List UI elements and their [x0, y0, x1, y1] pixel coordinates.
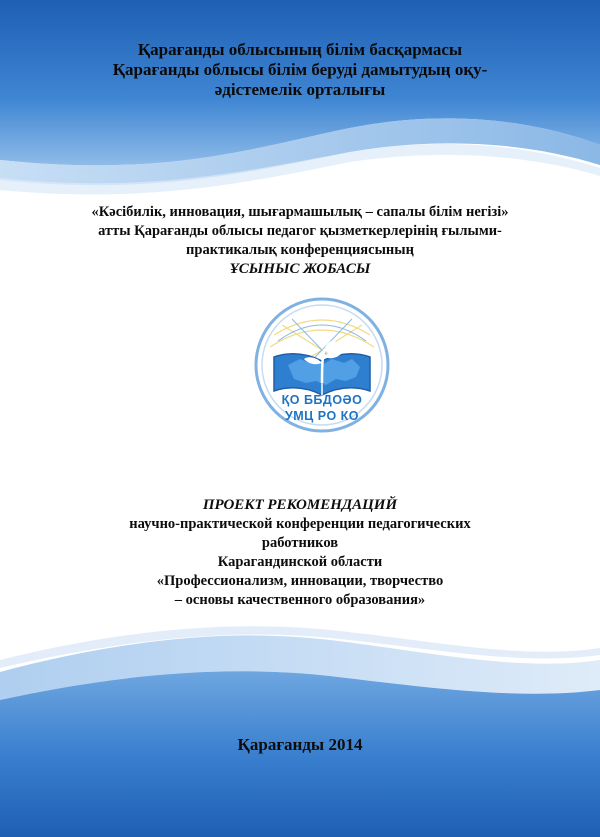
kz-line-2: атты Қарағанды облысы педагог қызметкерлерінің ғылыми-: [98, 223, 502, 239]
organization-logo: [252, 295, 392, 441]
kz-line-3: практикалық конференциясының: [186, 242, 414, 258]
russian-title-block: [0, 496, 600, 610]
header-line-1: Қарағанды облысының білім басқармасы: [137, 40, 463, 59]
kz-line-1: «Кәсібилік, инновация, шығармашылық – сапалы білім негізі»: [91, 204, 509, 220]
kazakh-title-block: [0, 203, 600, 279]
organization-header: [0, 40, 600, 100]
logo-text-line-1: ҚО ББДОӘО: [281, 393, 363, 407]
ru-line-2: работников: [261, 535, 339, 551]
ru-line-3: Карагандинской области: [217, 554, 383, 570]
logo-text-line-2: УМЦ РО КО: [284, 409, 359, 423]
ru-line-4: «Профессионализм, инновации, творчество: [156, 573, 444, 589]
city-year: Қарағанды 2014: [237, 735, 363, 754]
header-line-2: Қарағанды облысы білім беруді дамытудың оқу-: [112, 60, 488, 79]
ru-emphasis-title: ПРОЕКТ РЕКОМЕНДАЦИЙ: [202, 497, 398, 513]
header-line-3: әдістемелік орталығы: [214, 80, 386, 99]
ru-line-5: – основы качественного образования»: [174, 592, 426, 608]
kz-emphasis-title: ҰСЫНЫС ЖОБАСЫ: [229, 261, 371, 277]
ru-line-1: научно-практической конференции педагогических: [129, 516, 471, 532]
